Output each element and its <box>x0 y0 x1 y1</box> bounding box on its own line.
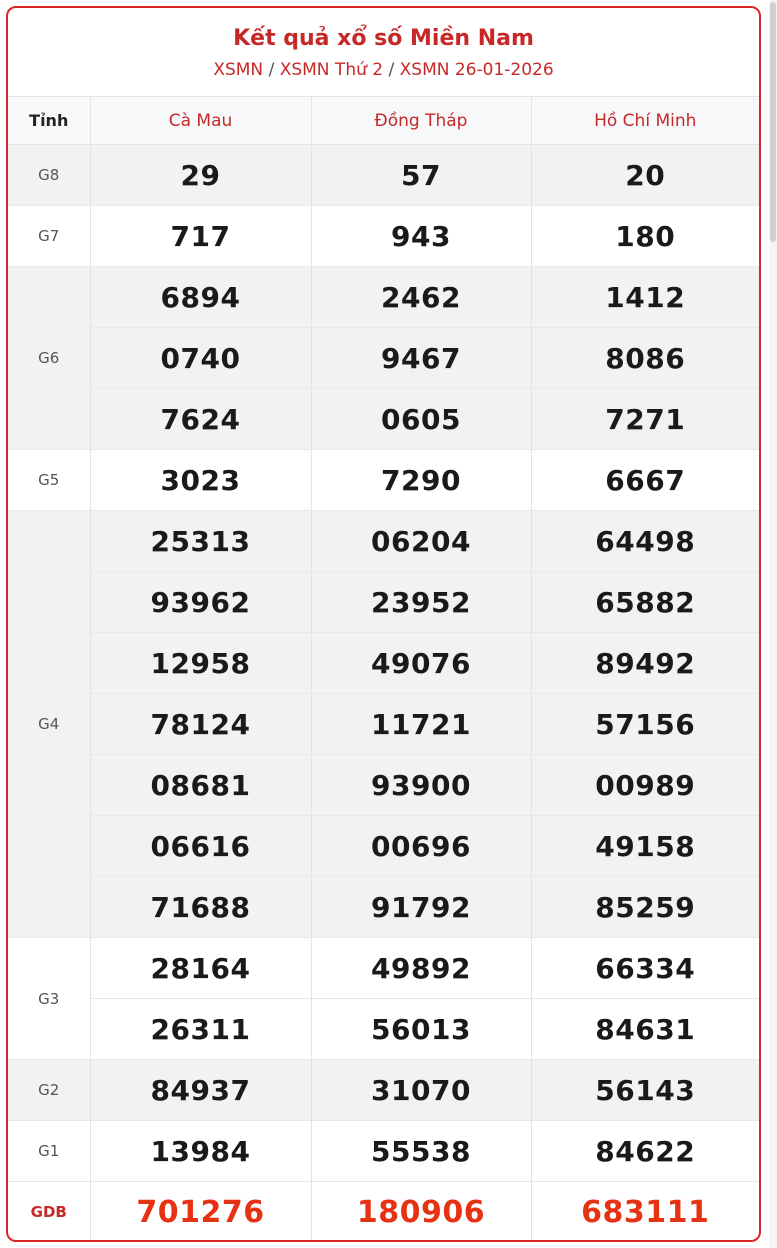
prize-number: 1412 <box>531 267 759 328</box>
scrollbar-thumb[interactable] <box>770 2 776 242</box>
prize-number: 56143 <box>531 1060 759 1121</box>
table-row <box>8 816 759 877</box>
prize-number: 49076 <box>311 633 531 694</box>
breadcrumb-xsmn[interactable]: XSMN <box>213 60 264 80</box>
table-row <box>8 938 759 999</box>
prize-label: G7 <box>8 206 90 267</box>
prize-number: 00696 <box>311 816 531 877</box>
prize-number: 78124 <box>90 694 311 755</box>
prize-label: G4 <box>8 511 90 938</box>
breadcrumb <box>8 59 759 81</box>
prize-number: 7271 <box>531 389 759 450</box>
prize-number: 6894 <box>90 267 311 328</box>
table-row <box>8 999 759 1060</box>
table-row <box>8 1121 759 1182</box>
prize-number: 7290 <box>311 450 531 511</box>
prize-label: G5 <box>8 450 90 511</box>
table-row <box>8 572 759 633</box>
prize-number: 64498 <box>531 511 759 572</box>
breadcrumb-separator: / <box>268 60 275 80</box>
results-table <box>8 97 759 1242</box>
prize-number: 93962 <box>90 572 311 633</box>
prize-number: 84631 <box>531 999 759 1060</box>
prize-label: G3 <box>8 938 90 1060</box>
prize-number: 13984 <box>90 1121 311 1182</box>
prize-number: 65882 <box>531 572 759 633</box>
table-header-row <box>8 97 759 145</box>
table-row <box>8 633 759 694</box>
prize-label: GDB <box>8 1182 90 1243</box>
prize-label: G2 <box>8 1060 90 1121</box>
breadcrumb-xsmn-date[interactable]: XSMN 26-01-2026 <box>399 60 554 80</box>
prize-number: 26311 <box>90 999 311 1060</box>
results-body <box>8 145 759 1243</box>
prize-number: 06616 <box>90 816 311 877</box>
prize-number: 180 <box>531 206 759 267</box>
table-row <box>8 145 759 206</box>
prize-number: 20 <box>531 145 759 206</box>
table-row <box>8 267 759 328</box>
column-header-tinh: Tỉnh <box>8 97 90 145</box>
prize-number: 23952 <box>311 572 531 633</box>
prize-number: 08681 <box>90 755 311 816</box>
results-header <box>8 8 759 97</box>
prize-number: 3023 <box>90 450 311 511</box>
prize-number: 701276 <box>90 1182 311 1243</box>
prize-number: 31070 <box>311 1060 531 1121</box>
prize-number: 56013 <box>311 999 531 1060</box>
results-card <box>6 6 761 1242</box>
table-row <box>8 450 759 511</box>
prize-number: 93900 <box>311 755 531 816</box>
prize-number: 89492 <box>531 633 759 694</box>
prize-number: 84937 <box>90 1060 311 1121</box>
column-header-province[interactable]: Cà Mau <box>90 97 311 145</box>
prize-number: 0605 <box>311 389 531 450</box>
prize-number: 49892 <box>311 938 531 999</box>
prize-number: 49158 <box>531 816 759 877</box>
prize-number: 00989 <box>531 755 759 816</box>
column-header-province[interactable]: Hồ Chí Minh <box>531 97 759 145</box>
prize-number: 84622 <box>531 1121 759 1182</box>
prize-number: 85259 <box>531 877 759 938</box>
prize-number: 29 <box>90 145 311 206</box>
prize-number: 91792 <box>311 877 531 938</box>
table-row <box>8 1060 759 1121</box>
table-row <box>8 694 759 755</box>
prize-number: 71688 <box>90 877 311 938</box>
prize-number: 8086 <box>531 328 759 389</box>
prize-number: 6667 <box>531 450 759 511</box>
prize-number: 06204 <box>311 511 531 572</box>
page-title: Kết quả xổ số Miền Nam <box>233 26 534 51</box>
prize-number: 57 <box>311 145 531 206</box>
prize-label: G6 <box>8 267 90 450</box>
prize-number: 180906 <box>311 1182 531 1243</box>
breadcrumb-separator: / <box>388 60 395 80</box>
table-row <box>8 206 759 267</box>
prize-number: 683111 <box>531 1182 759 1243</box>
prize-number: 11721 <box>311 694 531 755</box>
table-row <box>8 877 759 938</box>
prize-number: 943 <box>311 206 531 267</box>
prize-number: 9467 <box>311 328 531 389</box>
table-row <box>8 389 759 450</box>
table-row <box>8 511 759 572</box>
prize-label: G1 <box>8 1121 90 1182</box>
prize-number: 12958 <box>90 633 311 694</box>
prize-label: G8 <box>8 145 90 206</box>
prize-number: 66334 <box>531 938 759 999</box>
table-row <box>8 755 759 816</box>
breadcrumb-xsmn-thu-2[interactable]: XSMN Thứ 2 <box>279 60 384 80</box>
prize-number: 0740 <box>90 328 311 389</box>
table-row <box>8 328 759 389</box>
table-row <box>8 1182 759 1243</box>
prize-number: 55538 <box>311 1121 531 1182</box>
scrollbar[interactable] <box>769 0 777 1248</box>
column-header-province[interactable]: Đồng Tháp <box>311 97 531 145</box>
prize-number: 57156 <box>531 694 759 755</box>
prize-number: 25313 <box>90 511 311 572</box>
prize-number: 2462 <box>311 267 531 328</box>
prize-number: 28164 <box>90 938 311 999</box>
prize-number: 7624 <box>90 389 311 450</box>
prize-number: 717 <box>90 206 311 267</box>
